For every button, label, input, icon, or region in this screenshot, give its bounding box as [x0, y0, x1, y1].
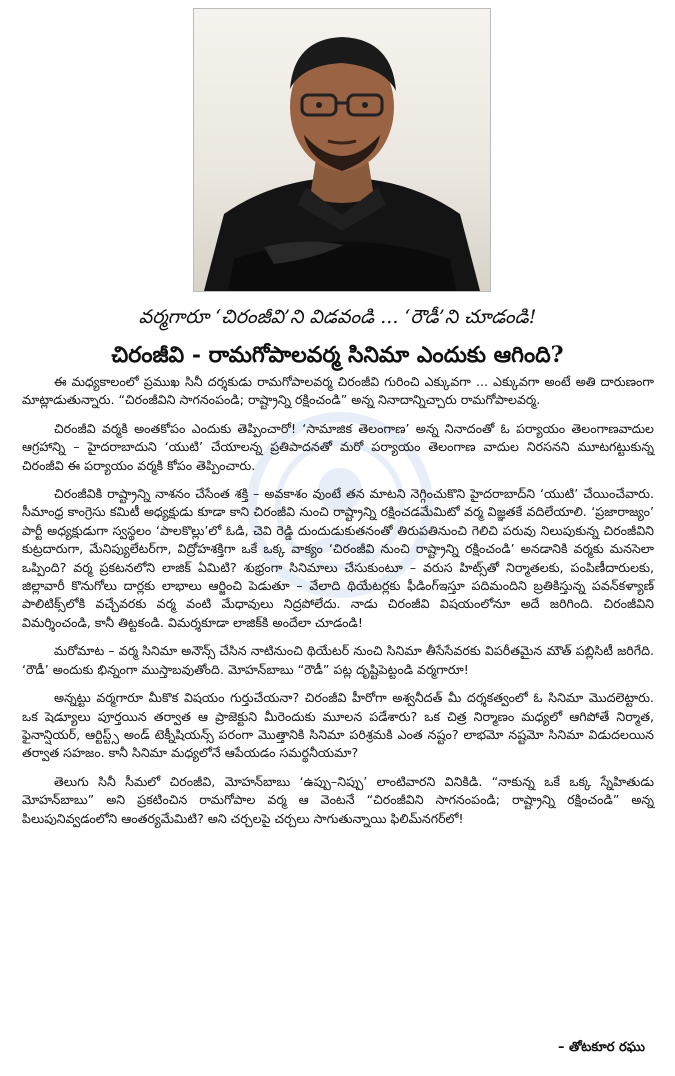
article-body [22, 373, 654, 838]
paragraph: అన్నట్టు వర్మగారూ మీకొక విషయం గుర్తుచేయనా? చిరంజీవి హీరోగా అశ్వనీదత్ మీ దర్శకత్వంలో ఓ సినిమా మొదలెట్టారు. ఒక షెడ్యూలు పూర్తయిన తర్వాత ఆ ప్రాజెక్టుని మీరెందుకు మూలన పడేశారు? ఒక చిత్ర నిర్మాణం మధ్యలో ఆగిపోతే నిర్మాత, ఫైనాన్షియర్, ఆర్టిస్ట్స్ అండ్ టెక్నీషియన్స్ పరంగా మొత్తానికి సినిమా పరిశ్రమకి ఎంత నష్టం? లాభమో నష్టమో సినిమా విడుదలయిన తర్వాత సహజం. కానీ సినిమా మధ్యలోనే ఆపేయడం సమర్థనీయమా? [22, 690, 654, 761]
paragraph: తెలుగు సినీ సీమలో చిరంజీవి, మోహన్‌బాబు ‘ఉప్పు–నిప్పు’ లాంటివారని వినికిడి. “నాకున్న ఒకే ఒక్క స్నేహితుడు మోహన్‌బాబు” అని ప్రకటించిన రామగోపాల వర్మ ఆ వెంటనే “చిరంజీవిని సాగనంపండి; రాష్ట్రాన్ని రక్షించండి” అన్న పిలుపునివ్వడంలోని ఆంతర్యమేమిటి? అని చర్చలపై చర్చలు సాగుతున్నాయి ఫిలిమ్‌నగర్‌లో! [22, 773, 654, 826]
paragraph: ఈ మధ్యకాలంలో ప్రముఖ సినీ దర్శకుడు రామగోపాలవర్మ చిరంజీవి గురించి ఎక్కువగా ... ఎక్కువగా అంటే అతి దారుణంగా మాట్లాడుతున్నారు. “చిరంజీవిని సాగనంపండి; రాష్ట్రాన్ని రక్షించండి” అన్న నినాదాన్నిచ్చారు రామగోపాలవర్మ. [22, 374, 654, 408]
paragraph: చిరంజీవికి రాష్ట్రాన్ని నాశనం చేసేంత శక్తి – అవకాశం వుంటే తన మాటని నెగ్గించుకొని హైదరాబాద్‌ని ‘యుటి’ చేయించేవారు. సీమాంధ్ర కాంగ్రెసు కమిటీ అధ్యక్షుడు కూడా కాని చిరంజీవి నుంచి రాష్ట్రాన్ని రక్షించడమేమిటో వర్మ విజ్ఞతకే వదిలేయాలి. ‘ప్రజారాజ్యం’ పార్టీ అధ్యక్షుడుగా స్వస్థలం ‘పాలకొల్లు’లో ఓడి, చెవి రెడ్డి దుందుడుకుతనంతో తిరుపతినుంచి గెలిచి పరువు నిలుపుకున్న చిరంజీవిని కుట్రదారుగా, మేనిప్యులేటర్‌గా, విద్రోహశక్తిగా ఒకే ఒక్క వాక్యం ‘చిరంజీవి నుంచి రాష్ట్రాన్ని రక్షించండి’ అనడానికి వర్మకు మనసెలా ఒప్పింది? వర్మ ప్రకటనలోని లాజిక్ ఏమిటి? శుభ్రంగా సినిమాలు చేసుకుంటూ – వరుస హిట్స్‌తో నిర్మాతలకు, పంపిణీదారులకు, జిల్లావారీ కొనుగోలు దార్లకు లాభాలు ఆర్జించి పెడుతూ – వేలాది థియేటర్లకు ఫీడింగ్‌ఇస్తూ పదిమందిని బ్రతికిస్తున్న పవన్‌కళ్యాణ్ పాలిటిక్స్‌లోకి వచ్చేవరకు వర్మ వంటి మేధావులు నిద్రపోలేదు. నాడు చిరంజీవి విషయంలోనూ అదే జరిగింది. చిరంజీవిని విమర్శించండి, కానీ తిట్టకండి. విమర్శకూడా లాజిక్‌కి అందేలా చూడండి! [22, 486, 654, 630]
headline-line-2: చిరంజీవి - రామగోపాలవర్మ సినిమా ఎందుకు ఆగింది? [111, 342, 564, 368]
paragraph: చిరంజీవి వర్మకి అంతకోపం ఎందుకు తెప్పించారో! ‘సామాజిక తెలంగాణ’ అన్న నినాదంతో ఓ పర్యాయం తెలంగాణవాదుల ఆగ్రహాన్ని – హైదరాబాదుని ‘యుటి’ చేయాలన్న ప్రతిపాదనతో మరో పర్యాయం తెలంగాణ వాదుల నిరసనని మూటగట్టుకున్న చిరంజీవి ఈ పర్యాయం వర్మకి కోపం తెప్పించారు. [22, 420, 654, 473]
byline: – తోటకూర రఘు [557, 1040, 645, 1055]
portrait-illustration [194, 9, 490, 291]
headline-line-1: వర్మగారూ ‘చిరంజీవి’ని విడవండి ... ‘రౌడీ’ని చూడండి! [138, 306, 537, 328]
portrait-photo [193, 8, 491, 292]
paragraph: మరోమాట – వర్మ సినిమా అనౌన్స్ చేసిన నాటినుంచి థియేటర్ నుంచి సినిమా తీసేసేవరకు విపరీతమైన మౌత్ పబ్లిసిటీ జరిగేది. ‘రౌడీ’ అందుకు భిన్నంగా ముస్తాబవుతోంది. మోహన్‌బాబు “రౌడీ” పట్ల దృష్టిపెట్టండి వర్మగారూ! [22, 643, 654, 677]
